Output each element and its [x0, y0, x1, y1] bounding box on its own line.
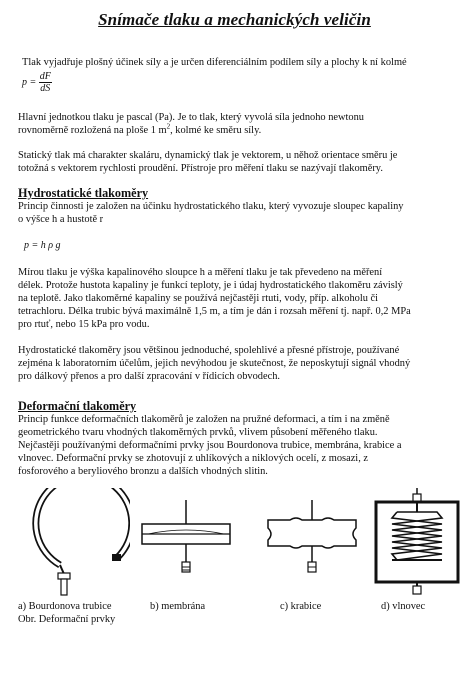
formula-lhs: p =: [22, 76, 37, 88]
hydro-p2-line: pro rtuť, nebo 15 kPa pro vodu.: [18, 319, 150, 330]
formula-numerator: dF: [39, 71, 51, 82]
static-line: totožná s vektorem rychlosti proudění. Přístroje pro měření tlaku se nazývají tlakoměry.: [18, 163, 383, 174]
hydro-p3-line: pro dálkový přenos a pro další zpracování v řídicích obvodech.: [18, 371, 280, 382]
unit-line-2: [18, 124, 458, 137]
hydro-p2-line: Mírou tlaku je výška kapalinového sloupce h a měření tlaku je tak převedeno na měření: [18, 267, 383, 278]
membrane-drawing: [136, 500, 236, 596]
unit-line-2b: , kolmé ke směru síly.: [170, 125, 262, 136]
unit-line-1: Hlavní jednotkou tlaku je pascal (Pa). Je to tlak, který vyvolá síla jednoho newtonu: [18, 112, 364, 123]
bellows-drawing: [372, 488, 462, 598]
heading-hydrostatic: Hydrostatické tlakoměry: [18, 186, 149, 200]
hydro-p2-line: na teplotě. Jako tlakoměrné kapaliny se používá nejčastěji rtuti, vody, příp. alkoholu či: [18, 293, 379, 304]
label-bellows: d) vlnovec: [381, 601, 426, 612]
hydro-p3-line: zejména k laboratorním účelům, jejich nevýhodou je skutečnost, že neposkytují signál vhodný: [18, 358, 411, 369]
formula-denominator: dS: [40, 83, 51, 94]
hydro-p2-line: tetrachloru. Délka trubic bývá maximálně 1,5 m, a tím je dán i rozsah měření tj. např. 0,2 MPa: [18, 306, 411, 317]
deform-line: fosforového a beryliového bronzu a dalších vhodných slitin.: [18, 466, 268, 477]
unit-line-2a: rovnoměrně rozložená na ploše 1 m: [18, 125, 167, 136]
page-title: Snímače tlaku a mechanických veličin: [98, 10, 371, 29]
figure-caption: Obr. Deformační prvky: [18, 614, 116, 625]
intro-text: Tlak vyjadřuje plošný účinek síly a je určen diferenciálním podílem síly a plochy k ní kolmé: [22, 57, 407, 68]
label-membrane: b) membrána: [150, 601, 206, 612]
heading-deformation: Deformační tlakoměry: [18, 399, 137, 413]
deform-paragraph: [18, 413, 463, 478]
bourdon-tube-drawing: [14, 488, 130, 598]
deform-line: geometrického tvaru vhodných tlakoměrných prvků, vlivem působení měřeného tlaku.: [18, 427, 378, 438]
hydrostatic-formula: p = h ρ g: [24, 240, 61, 251]
pressure-formula: [22, 71, 52, 94]
unit-superscript: 2: [166, 122, 171, 131]
hydro-p3-line: Hydrostatické tlakoměry jsou většinou jednoduché, spolehlivé a přesné přístroje, používané: [18, 345, 400, 356]
hydro-p2-line: délek. Protože hustota kapaliny je funkcí teploty, je i údaj hydrostatického tlakoměru závislý: [18, 280, 403, 291]
deform-line: Nejčastěji používanými deformačními prvky jsou Bourdonova trubice, membrána, krabice a: [18, 440, 402, 451]
capsule-drawing: [262, 500, 362, 596]
label-bourdon: a) Bourdonova trubice: [18, 601, 112, 612]
hydro-intro: [18, 200, 463, 226]
label-capsule: c) krabice: [280, 601, 322, 612]
static-line: Statický tlak má charakter skaláru, dynamický tlak je vektorem, u něhož orientace směru je: [18, 150, 398, 161]
static-paragraph: [18, 149, 463, 175]
formula-fraction: [39, 71, 52, 94]
deform-line: Princip funkce deformačních tlakoměrů je založen na pružné deformaci, a tím i na změně: [18, 414, 390, 425]
hydro-paragraph-2: [18, 266, 463, 331]
hydro-line: Princip činnosti je založen na účinku hydrostatického tlaku, který vyvozuje sloupec kapaliny: [18, 201, 404, 212]
unit-paragraph: [18, 111, 458, 137]
hydro-line: o výšce h a hustotě r: [18, 214, 104, 225]
deform-line: vlnovec. Deformační prvky se zhotovují z uhlíkových a niklových ocelí, z mosazi, z: [18, 453, 369, 464]
hydro-paragraph-3: [18, 344, 463, 383]
